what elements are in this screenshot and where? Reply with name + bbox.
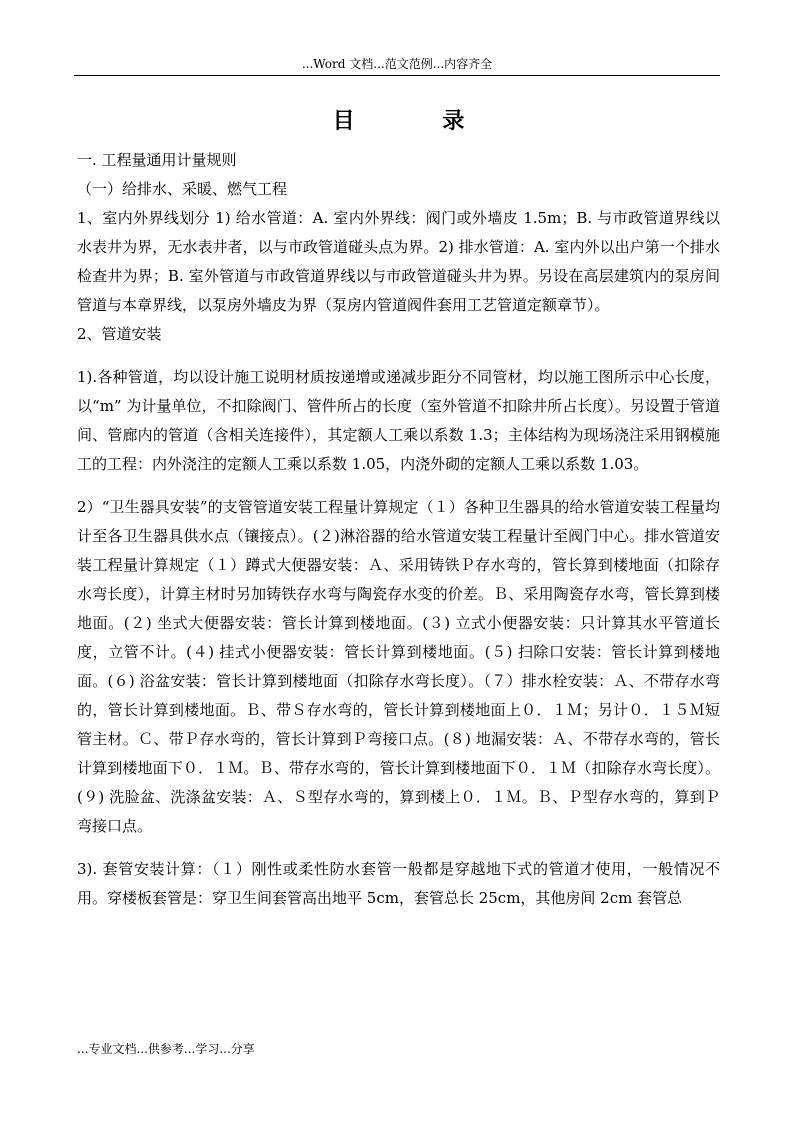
section-heading: 一. 工程量通用计量规则 bbox=[77, 151, 237, 169]
page-title: 目 录 bbox=[332, 108, 505, 134]
page-header: ...Word 文档...范文范例...内容齐全 bbox=[74, 56, 720, 76]
page-footer: ...专业文档...供参考...学习...分享 bbox=[77, 1042, 255, 1056]
paragraph-pipe-general: 1).各种管道，均以设计施工说明材质按递增或递减步距分不同管材，均以施工图所示中心长度，以“m” 为计量单位，不扣除阀门、管件所占的长度（室外管道不扣除井所占长度）。另设置于管道间、管廊内的管道（含相关连接件），其定额人工乘以系数 1.3；主体结构为现场浇注采用钢模施工的工程：内外浇注的定额人工乘以系数 1.05，内浇外砌的定额人工乘以系数 1.03。 bbox=[77, 368, 720, 473]
paragraph-boundary: 1、室内外界线划分 1) 给水管道：A. 室内外界线：阀门或外墙皮 1.5m；B. 与市政管道界线以水表井为界，无水表井者，以与市政管道碰头点为界。2) 排水管道：A. 室内外以出户第一个排水检查井为界；B. 室外管道与市政管道界线以与市政管道碰头井为界。另设在高层建筑内的泵房间管道与本章界线，以泵房外墙皮为界（泵房内管道阀件套用工艺管道定额章节）。 bbox=[77, 209, 720, 314]
document-body bbox=[77, 100, 720, 913]
paragraph-fixture-pipes: 2）“卫生器具安装”的支管管道安装工程量计算规定（１）各种卫生器具的给水管道安装工程量均计至各卫生器具供水点（镶接点）。(２)淋浴器的给水管道安装工程量计至阀门中心。排水管道安装工程量计算规定（１）蹲式大便器安装：Ａ、采用铸铁Ｐ存水弯的，管长算到楼地面（扣除存水弯长度），计算主材时另加铸铁存水弯与陶瓷存水变的价差。Ｂ、采用陶瓷存水弯，管长算到楼地面。(２) 坐式大便器安装：管长计算到楼地面。(３) 立式小便器安装：只计算其水平管道长度，立管不计。(４) 挂式小便器安装：管长计算到楼地面。(５) 扫除口安装：管长计算到楼地面。(６) 浴盆安装：管长计算到楼地面（扣除存水弯长度）。（７）排水栓安装：Ａ、不带存水弯的，管长计算到楼地面。Ｂ、带Ｓ存水弯的，管长计算到楼地面上０．１Ｍ；另计０．１５Ｍ短管主材。Ｃ、带Ｐ存水弯的，管长计算到Ｐ弯接口点。(８) 地漏安装：Ａ、不带存水弯的，管长计算到楼地面下０．１Ｍ。Ｂ、带存水弯的，管长计算到楼地面下０．１Ｍ（扣除存水弯长度）。(９) 洗脸盆、洗涤盆安装：Ａ、Ｓ型存水弯的，算到楼上０．１Ｍ。Ｂ、Ｐ型存水弯的，算到Ｐ弯接口点。 bbox=[77, 498, 720, 835]
item-heading-pipe-install: 2、管道安装 bbox=[77, 325, 162, 343]
paragraph-sleeve-install: 3). 套管安装计算：（１）刚性或柔性防水套管一般都是穿越地下式的管道才使用，一般情况不用。穿楼板套管是：穿卫生间套管高出地平 5cm，套管总长 25cm，其他房间 2cm 套管总 bbox=[77, 860, 720, 907]
subsection-heading: （一）给排水、采暖、燃气工程 bbox=[77, 180, 288, 198]
